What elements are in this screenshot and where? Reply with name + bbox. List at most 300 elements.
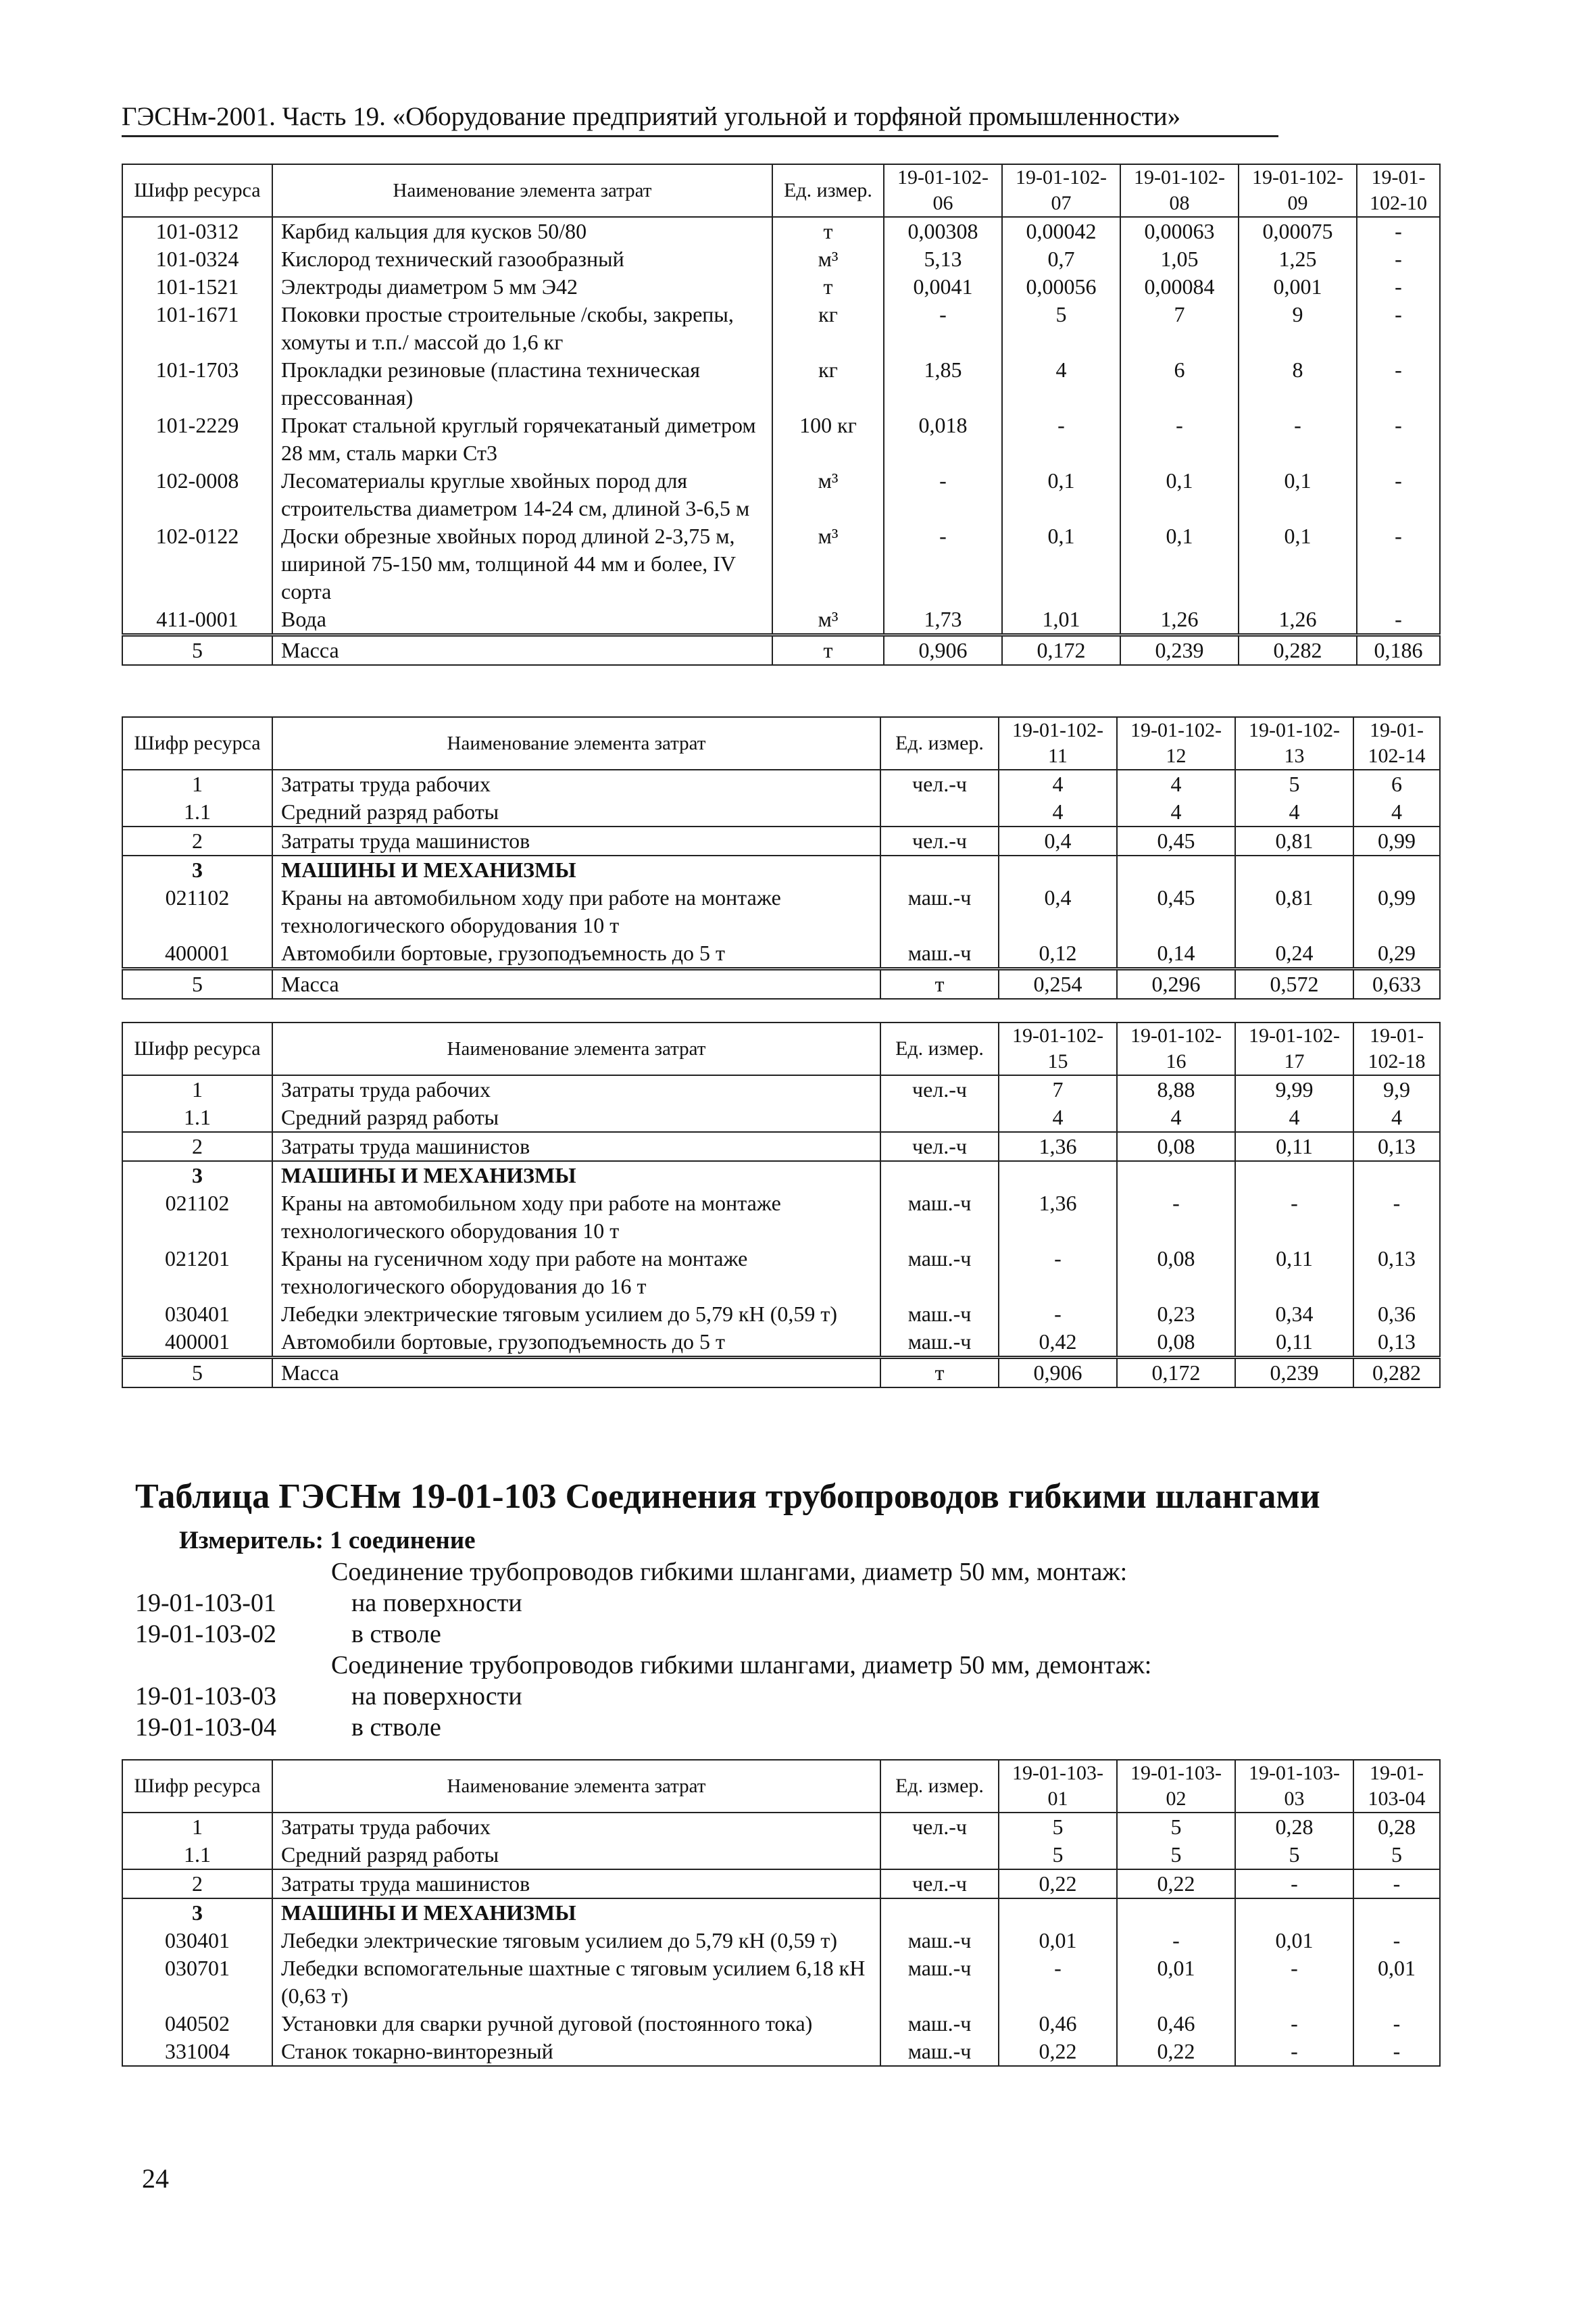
table-row [122,884,1440,939]
resource-name: Средний разряд работы [272,1841,880,1869]
value-cell: 4 [999,798,1117,827]
unit-cell: маш.-ч [880,884,999,939]
value-cell: 9,99 [1235,1075,1353,1104]
resource-name: Лебедки электрические тяговым усилием до 5,79 кН (0,59 т) [272,1300,880,1328]
value-cell: - [1117,1927,1235,1954]
table-row [122,1927,1440,1954]
col-header-103-02: 19-01-103-02 [1117,1760,1235,1813]
table-row [122,1328,1440,1358]
resource-table-102-15-18 [122,1022,1441,1388]
resource-code: 2 [122,1132,272,1161]
table-row [122,1954,1440,2010]
value-cell: 0,28 [1235,1813,1353,1841]
value-cell: 0,1 [1002,522,1120,606]
value-cell: 4 [999,770,1117,798]
value-cell [1353,1161,1440,1189]
value-cell: 0,11 [1235,1132,1353,1161]
value-cell: - [1357,606,1440,635]
unit-cell: маш.-ч [880,1189,999,1245]
value-cell: - [1353,1927,1440,1954]
value-cell: 0,22 [1117,1869,1235,1898]
value-cell: 0,282 [1353,1358,1440,1388]
value-cell: 0,1 [1120,467,1239,522]
value-cell: 0,1 [1120,522,1239,606]
value-cell: 0,81 [1235,827,1353,856]
col-header-unit: Ед. измер. [880,1023,999,1075]
item-label-103-02: в стволе [351,1620,441,1648]
value-cell: 5 [1353,1841,1440,1869]
unit-cell [880,1161,999,1189]
value-cell [1353,856,1440,884]
value-cell [1235,1161,1353,1189]
table-row [122,969,1440,1000]
col-header-name: Наименование элемента затрат [272,1760,880,1813]
col-header-102-15: 19-01-102-15 [999,1023,1117,1075]
resource-code: 030401 [122,1927,272,1954]
value-cell: 5 [1002,301,1120,356]
value-cell: 0,4 [999,827,1117,856]
resource-name: Прокат стальной круглый горячекатаный диметром 28 мм, сталь марки Ст3 [272,412,772,467]
value-cell: - [1357,245,1440,273]
col-header-102-16: 19-01-102-16 [1117,1023,1235,1075]
value-cell: - [1002,412,1120,467]
unit-cell: маш.-ч [880,1927,999,1954]
value-cell: - [999,1300,1117,1328]
value-cell: 9,9 [1353,1075,1440,1104]
resource-code: 2 [122,1869,272,1898]
table-row [122,356,1440,412]
value-cell: - [1353,1189,1440,1245]
resource-code: 1 [122,1075,272,1104]
value-cell: 0,239 [1235,1358,1353,1388]
value-cell: 0,01 [1117,1954,1235,2010]
resource-code: 101-2229 [122,412,272,467]
table-row [122,467,1440,522]
resource-name: Автомобили бортовые, грузоподъемность до 5 т [272,939,880,969]
value-cell: 0,08 [1117,1132,1235,1161]
value-cell: 1,25 [1239,245,1357,273]
resource-name: Краны на гусеничном ходу при работе на монтаже технологического оборудования до 16 т [272,1245,880,1300]
value-cell: - [1357,273,1440,301]
col-header-code: Шифр ресурса [122,1760,272,1813]
value-cell: 0,7 [1002,245,1120,273]
value-cell: 0,23 [1117,1300,1235,1328]
value-cell: - [1117,1189,1235,1245]
table-row [122,635,1440,666]
value-cell: 4 [1235,798,1353,827]
unit-cell: маш.-ч [880,1328,999,1358]
value-cell: 8 [1239,356,1357,412]
unit-cell: кг [772,301,884,356]
table-row [122,245,1440,273]
resource-name: Средний разряд работы [272,1104,880,1132]
unit-cell: чел.-ч [880,1869,999,1898]
resource-name: Краны на автомобильном ходу при работе на монтаже технологического оборудования 10 т [272,1189,880,1245]
value-cell: 0,36 [1353,1300,1440,1328]
table-row [122,1869,1440,1898]
value-cell: - [999,1954,1117,2010]
value-cell: - [1235,2010,1353,2038]
value-cell: 4 [1117,770,1235,798]
resource-name: Вода [272,606,772,635]
value-cell: 0,13 [1353,1132,1440,1161]
value-cell: - [884,301,1002,356]
value-cell: 0,99 [1353,827,1440,856]
unit-cell: маш.-ч [880,1954,999,2010]
col-header-code: Шифр ресурса [122,164,272,217]
resource-name: Установки для сварки ручной дуговой (постоянного тока) [272,2010,880,2038]
resource-code: 021102 [122,1189,272,1245]
col-header-name: Наименование элемента затрат [272,1023,880,1075]
col-header-unit: Ед. измер. [772,164,884,217]
value-cell: 1,73 [884,606,1002,635]
value-cell: 1,05 [1120,245,1239,273]
value-cell: - [1357,356,1440,412]
col-header-code: Шифр ресурса [122,1023,272,1075]
value-cell: 6 [1353,770,1440,798]
resource-code: 5 [122,635,272,666]
value-cell: - [1357,217,1440,245]
unit-cell: маш.-ч [880,1300,999,1328]
unit-cell: чел.-ч [880,770,999,798]
resource-code: 5 [122,1358,272,1388]
resource-name: Масса [272,635,772,666]
value-cell [1117,856,1235,884]
resource-name: Затраты труда машинистов [272,1869,880,1898]
unit-cell: маш.-ч [880,939,999,969]
value-cell: 0,0041 [884,273,1002,301]
value-cell: 0,12 [999,939,1117,969]
value-cell: 0,01 [999,1927,1117,1954]
value-cell: 0,22 [1117,2038,1235,2066]
value-cell: 0,254 [999,969,1117,1000]
col-header-102-06: 19-01-102-06 [884,164,1002,217]
value-cell: 0,4 [999,884,1117,939]
value-cell: - [1357,301,1440,356]
unit-cell: чел.-ч [880,1132,999,1161]
unit-cell: т [772,273,884,301]
resource-code: 101-1703 [122,356,272,412]
value-cell: 1,85 [884,356,1002,412]
value-cell: 0,42 [999,1328,1117,1358]
unit-cell: т [880,969,999,1000]
unit-cell: т [772,635,884,666]
value-cell: 0,296 [1117,969,1235,1000]
table-row [122,1813,1440,1841]
mount-header: Соединение трубопроводов гибкими шлангами, диаметр 50 мм, монтаж: [331,1558,1128,1586]
value-cell: 0,46 [999,2010,1117,2038]
resource-name: МАШИНЫ И МЕХАНИЗМЫ [272,1898,880,1927]
value-cell [1353,1898,1440,1927]
resource-name: Лесоматериалы круглые хвойных пород для строительства диаметром 14-24 см, длиной 3-6,5 м [272,467,772,522]
unit-cell: м³ [772,522,884,606]
value-cell: 9 [1239,301,1357,356]
resource-code: 1.1 [122,1104,272,1132]
value-cell: 0,29 [1353,939,1440,969]
unit-cell: чел.-ч [880,1075,999,1104]
resource-code: 411-0001 [122,606,272,635]
table-row [122,1132,1440,1161]
value-cell: 0,00063 [1120,217,1239,245]
resource-code: 101-0312 [122,217,272,245]
unit-cell: кг [772,356,884,412]
value-cell: 8,88 [1117,1075,1235,1104]
unit-cell: маш.-ч [880,2038,999,2066]
value-cell [999,1898,1117,1927]
value-cell: 0,1 [1239,522,1357,606]
resource-name: Затраты труда машинистов [272,1132,880,1161]
resource-code: 101-0324 [122,245,272,273]
page-header: ГЭСНм-2001. Часть 19. «Оборудование предприятий угольной и торфяной промышленности» [122,101,1278,137]
value-cell [1235,856,1353,884]
table-row [122,1300,1440,1328]
table-row [122,1161,1440,1189]
col-header-name: Наименование элемента затрат [272,164,772,217]
resource-code: 030701 [122,1954,272,2010]
table-row [122,770,1440,798]
value-cell: 0,11 [1235,1245,1353,1300]
resource-name: Доски обрезные хвойных пород длиной 2-3,75 м, шириной 75-150 мм, толщиной 44 мм и более, IV сорта [272,522,772,606]
unit-cell [880,1898,999,1927]
value-cell: 0,282 [1239,635,1357,666]
value-cell: 0,99 [1353,884,1440,939]
resource-name: Карбид кальция для кусков 50/80 [272,217,772,245]
col-header-102-08: 19-01-102-08 [1120,164,1239,217]
value-cell: - [1235,2038,1353,2066]
item-label-103-04: в стволе [351,1713,441,1742]
value-cell: 4 [1235,1104,1353,1132]
resource-name: Станок токарно-винторезный [272,2038,880,2066]
value-cell: 0,01 [1353,1954,1440,2010]
value-cell: 0,13 [1353,1245,1440,1300]
value-cell: 0,00084 [1120,273,1239,301]
value-cell: 0,22 [999,2038,1117,2066]
resource-code: 1 [122,1813,272,1841]
value-cell: 4 [1353,798,1440,827]
value-cell: 0,00075 [1239,217,1357,245]
table-row [122,827,1440,856]
value-cell [1235,1898,1353,1927]
value-cell: 1,36 [999,1189,1117,1245]
value-cell: - [884,522,1002,606]
value-cell: 4 [1353,1104,1440,1132]
col-header-102-07: 19-01-102-07 [1002,164,1120,217]
table-row [122,1245,1440,1300]
unit-cell: 100 кг [772,412,884,467]
value-cell: 4 [999,1104,1117,1132]
value-cell: - [1235,1869,1353,1898]
value-cell [999,1161,1117,1189]
col-header-name: Наименование элемента затрат [272,717,880,770]
table-row [122,412,1440,467]
value-cell: 0,22 [999,1869,1117,1898]
value-cell: 0,14 [1117,939,1235,969]
col-header-unit: Ед. измер. [880,717,999,770]
value-cell: 4 [1117,1104,1235,1132]
unit-cell [880,1104,999,1132]
value-cell: 5 [1235,770,1353,798]
value-cell: 1,26 [1120,606,1239,635]
resource-table-102-11-14 [122,716,1441,1000]
table-row [122,798,1440,827]
table-row [122,606,1440,635]
resource-name: Лебедки электрические тяговым усилием до 5,79 кН (0,59 т) [272,1927,880,1954]
resource-name: Лебедки вспомогательные шахтные с тяговым усилием 6,18 кН (0,63 т) [272,1954,880,2010]
value-cell: 5 [999,1841,1117,1869]
value-cell: 0,00042 [1002,217,1120,245]
col-header-102-09: 19-01-102-09 [1239,164,1357,217]
resource-code: 3 [122,1161,272,1189]
value-cell: 0,172 [1002,635,1120,666]
item-label-103-01: на поверхности [351,1589,522,1617]
value-cell: 0,00308 [884,217,1002,245]
unit-cell [880,856,999,884]
unit-cell [880,798,999,827]
table-row [122,1841,1440,1869]
value-cell: 0,906 [999,1358,1117,1388]
unit-cell: маш.-ч [880,2010,999,2038]
resource-name: Масса [272,969,880,1000]
value-cell: 0,81 [1235,884,1353,939]
resource-code: 040502 [122,2010,272,2038]
unit-cell: м³ [772,245,884,273]
col-header-103-04: 19-01-103-04 [1353,1760,1440,1813]
value-cell: 0,572 [1235,969,1353,1000]
value-cell: 7 [1120,301,1239,356]
value-cell: 7 [999,1075,1117,1104]
value-cell: 0,906 [884,635,1002,666]
table-row [122,2010,1440,2038]
value-cell: 1,01 [1002,606,1120,635]
value-cell: 0,45 [1117,827,1235,856]
value-cell: 4 [1002,356,1120,412]
col-header-102-18: 19-01-102-18 [1353,1023,1440,1075]
unit-cell: м³ [772,606,884,635]
value-cell: 6 [1120,356,1239,412]
unit-cell: м³ [772,467,884,522]
dismount-header: Соединение трубопроводов гибкими шлангами, диаметр 50 мм, демонтаж: [331,1651,1152,1679]
resource-code: 3 [122,856,272,884]
resource-code: 021102 [122,884,272,939]
value-cell: 0,28 [1353,1813,1440,1841]
item-label-103-03: на поверхности [351,1682,522,1710]
resource-name: Поковки простые строительные /скобы, закрепы, хомуты и т.п./ массой до 1,6 кг [272,301,772,356]
value-cell: - [1235,1189,1353,1245]
value-cell: 5 [1235,1841,1353,1869]
value-cell: 0,01 [1235,1927,1353,1954]
resource-table-103 [122,1759,1441,2067]
table-row [122,301,1440,356]
resource-code: 102-0122 [122,522,272,606]
resource-name: Затраты труда машинистов [272,827,880,856]
value-cell: 4 [1117,798,1235,827]
measure-unit: Измеритель: 1 соединение [179,1527,476,1554]
value-cell: - [1357,522,1440,606]
col-header-code: Шифр ресурса [122,717,272,770]
value-cell: - [884,467,1002,522]
col-header-unit: Ед. измер. [880,1760,999,1813]
resource-code: 331004 [122,2038,272,2066]
col-header-102-12: 19-01-102-12 [1117,717,1235,770]
col-header-102-10: 19-01-102-10 [1357,164,1440,217]
value-cell: - [1239,412,1357,467]
value-cell: 0,239 [1120,635,1239,666]
value-cell: - [1357,467,1440,522]
table-row [122,2038,1440,2066]
value-cell: - [1353,2038,1440,2066]
col-header-102-14: 19-01-102-14 [1353,717,1440,770]
value-cell: 5,13 [884,245,1002,273]
table-row [122,1358,1440,1388]
value-cell: 1,36 [999,1132,1117,1161]
unit-cell: т [880,1358,999,1388]
value-cell: 0,08 [1117,1328,1235,1358]
resource-name: МАШИНЫ И МЕХАНИЗМЫ [272,1161,880,1189]
value-cell [1117,1161,1235,1189]
value-cell: 0,45 [1117,884,1235,939]
resource-code: 2 [122,827,272,856]
value-cell: 0,24 [1235,939,1353,969]
value-cell [1117,1898,1235,1927]
col-header-103-01: 19-01-103-01 [999,1760,1117,1813]
value-cell: 5 [999,1813,1117,1841]
resource-name: Затраты труда рабочих [272,1813,880,1841]
value-cell: 0,11 [1235,1328,1353,1358]
value-cell: 0,46 [1117,2010,1235,2038]
resource-name: Затраты труда рабочих [272,1075,880,1104]
value-cell: - [1353,1869,1440,1898]
value-cell: - [1120,412,1239,467]
resource-code: 1.1 [122,1841,272,1869]
resource-code: 102-0008 [122,467,272,522]
value-cell: 0,172 [1117,1358,1235,1388]
value-cell: 0,34 [1235,1300,1353,1328]
value-cell: - [1357,412,1440,467]
resource-name: Электроды диаметром 5 мм Э42 [272,273,772,301]
item-code-103-03: 19-01-103-03 [135,1682,276,1710]
table-row [122,1898,1440,1927]
resource-name: Краны на автомобильном ходу при работе на монтаже технологического оборудования 10 т [272,884,880,939]
unit-cell: чел.-ч [880,827,999,856]
value-cell: 0,633 [1353,969,1440,1000]
resource-name: Прокладки резиновые (пластина техническая прессованная) [272,356,772,412]
item-code-103-01: 19-01-103-01 [135,1589,276,1617]
resource-name: Кислород технический газообразный [272,245,772,273]
value-cell: - [1235,1954,1353,2010]
resource-code: 101-1521 [122,273,272,301]
unit-cell: т [772,217,884,245]
resource-code: 1 [122,770,272,798]
resource-table-102-06-10 [122,164,1441,666]
resource-name: Масса [272,1358,880,1388]
item-code-103-02: 19-01-103-02 [135,1620,276,1648]
unit-cell: чел.-ч [880,1813,999,1841]
resource-code: 1.1 [122,798,272,827]
resource-code: 101-1671 [122,301,272,356]
value-cell: 0,00056 [1002,273,1120,301]
table-row [122,217,1440,245]
resource-code: 030401 [122,1300,272,1328]
table-row [122,856,1440,884]
resource-name: Средний разряд работы [272,798,880,827]
resource-code: 5 [122,969,272,1000]
table-row [122,522,1440,606]
page-number: 24 [142,2163,169,2194]
value-cell: 1,26 [1239,606,1357,635]
value-cell: - [1353,2010,1440,2038]
table-row [122,939,1440,969]
value-cell: 0,13 [1353,1328,1440,1358]
